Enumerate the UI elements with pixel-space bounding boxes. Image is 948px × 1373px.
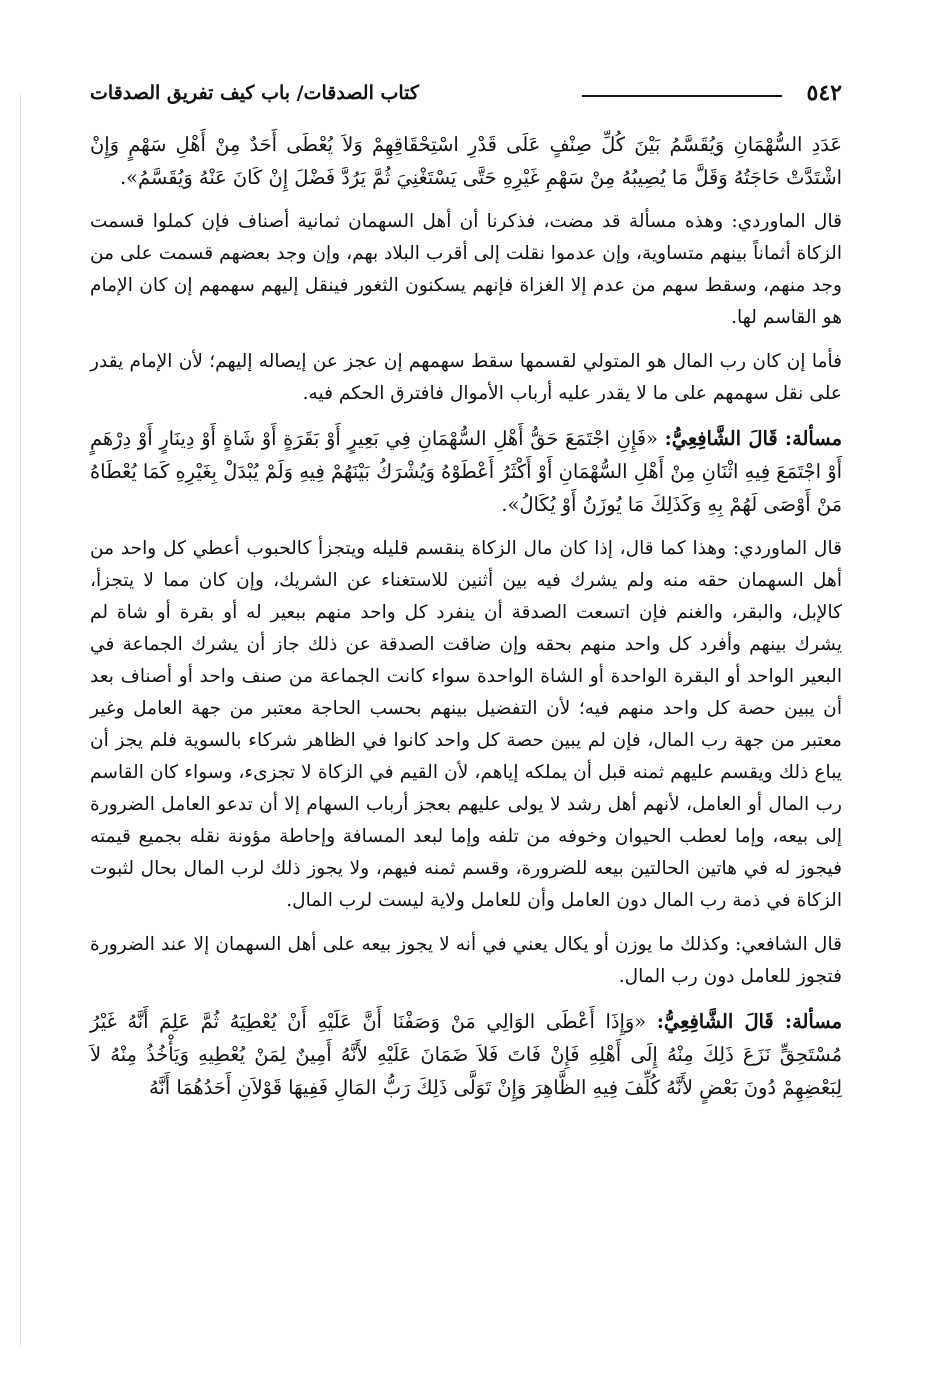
paragraph-text: قال الماوردي: وهذا كما قال، إذا كان مال الزكاة ينقسم قليله ويتجزأ كالحبوب أعطي كل واحد من أهل السهمان حقه منه ولم يشرك فيه بين أثنين للاستغناء عن الشريك، وإن كان مما لا يتجزأ، كالإبل، والبقر، والغنم فإن اتسعت الصدقة أن ينفرد كل واحد منهم ببعير له أو بقرة أو شاة لم يشرك بينهم وأفرد كل واحد منهم بحقه وإن ضاقت الصدقة عن ذلك جاز أن يشرك الجماعة في البعير الواحد أو البقرة الواحدة أو الشاة الواحدة سواء كانت الجماعة من صنف واحد أو أصناف بعد أن يبين حصة كل واحد منهم فيه؛ لأن التفضيل بينهم بحسب الحاجة معتبر من جهة العامل وغير معتبر من جهة رب المال، فإن لم يبين حصة كل واحد كانوا في الظاهر شركاء بالسوية فلم يجز أن يباع ذلك ويقسم عليهم ثمنه قبل أن يملكه إياهم، لأن القيم في الزكاة لا تجزىء، وسواء كان القاسم رب المال أو العامل، لأنهم أهل رشد لا يولى عليهم بعجز أرباب السهام إلا أن تدعو العامل الضرورة إلى بيعه، وإما لعطب الحيوان وخوفه من تلفه وإما لبعد المسافة وإحاطة مؤونة نقله بجميع قيمته فيجوز له في هاتين الحالتين بيعه للضرورة، وقسم ثمنه فيهم، ولا يجوز ذلك لرب المال بحال لثبوت الزكاة في ذمة رب المال دون العامل وأن للعامل ولاية ليست لرب المال.	[90, 538, 842, 911]
paragraph	[90, 346, 842, 410]
page-body	[90, 128, 842, 1116]
quote-text: «فَإِنِ اجْتَمَعَ حَقُّ أَهْلِ السُّهْمَانِ فِي بَعِيرٍ أَوْ بَقَرَةٍ أَوْ شَاةٍ أَوْ دِينَارٍ أَوْ دِرْهَمٍ أَوْ اجْتَمَعَ فِيهِ اثْنَانِ مِنْ أَهْلِ السُّهْمَانِ أَوْ أَكْثَرُ أَعْطَوْهُ وَيُشْرَكُ بَيْنَهُمْ فِيهِ وَلَمْ يُبْدَلْ بِغَيْرِهِ كَمَا يُعْطَاهُ مَنْ أَوْصَى لَهُمْ بِهِ وَكَذَلِكَ مَا يُوزَنُ أَوْ يُكَالُ».	[90, 427, 842, 516]
margin-rule	[20, 95, 21, 1345]
paragraph	[90, 929, 842, 993]
header-rule	[582, 95, 782, 97]
issue-quote	[90, 1005, 842, 1104]
paragraph	[90, 533, 842, 917]
quote-text: عَدَدِ السُّهْمَانِ وَيُقَسَّمُ بَيْنَ كُلِّ صِنْفٍ عَلَى قَدْرِ اسْتِحْقَاقِهِمْ وَلاَ يُعْطَى أَحَدٌ مِنْ أَهْلِ سَهْمٍ وَإِنْ اشْتَدَّتْ حَاجَتُهُ وَقَلَّ مَا يُصِيبُهُ مِنْ سَهْمِ غَيْرِهِ حَتَّى يَسْتَغْنِيَ ثُمَّ يَرُدَّ فَضْلَ إِنْ كَانَ عَنْهُ وَيُقَسَّمُ».	[90, 133, 842, 189]
quote-text: «وَإِذَا أَعْطَى الوَالِي مَنْ وَصَفْنَا أَنَّ عَلَيْهِ أَنْ يُعْطِيَهُ ثُمَّ عَلِمَ أَنَّهُ غَيْرُ مُسْتَحِقٍّ نَزَعَ ذَلِكَ مِنْهُ إِلَى أَهْلِهِ فَإِنْ فَاتَ فَلاَ ضَمَانَ عَلَيْهِ لأَنَّهُ أَمِينٌ لِمَنْ يُعْطِيهِ وَيَأْخُذُ مِنْهُ لاَ لِبَعْضِهِمْ دُونَ بَعْضٍ لأَنَّهُ كُلِّفَ فِيهِ الظَّاهِرَ وَإِنْ تَوَلَّى ذَلِكَ رَبُّ المَالِ فَفِيهَا قَوْلاَنِ أَحَدُهُمَا أَنَّهُ	[90, 1010, 842, 1099]
page-header	[90, 80, 842, 108]
issue-label: مسألة: قَالَ الشَّافِعِيُّ:	[664, 427, 842, 450]
page-number: ٥٤٢	[806, 80, 842, 106]
issue-label: مسألة: قَالَ الشَّافِعِيُّ:	[656, 1010, 842, 1033]
paragraph-text: قال الشافعي: وكذلك ما يوزن أو يكال يعني في أنه لا يجوز بيعه على أهل السهمان إلا عند الضرورة فتجوز للعامل دون رب المال.	[90, 934, 842, 987]
paragraph	[90, 206, 842, 334]
paragraph-text: قال الماوردي: وهذه مسألة قد مضت، فذكرنا أن أهل السهمان ثمانية أصناف فإن كملوا قسمت الزكاة أثماناً بينهم متساوية، وإن عدموا نقلت إلى أقرب البلاد بهم، وإن وجد بعضهم قسمت على من وجد منهم، وسقط سهم من عدم إلا الغزاة فإنهم يسكنون الثغور فينقل إليهم سهمهم إن كان الإمام هو القاسم لها.	[90, 211, 842, 328]
quote-continuation	[90, 128, 842, 194]
paragraph-text: فأما إن كان رب المال هو المتولي لقسمها سقط سهمهم إن عجز عن إيصاله إليهم؛ لأن الإمام يقدر على نقل سهمهم على ما لا يقدر عليه أرباب الأموال فافترق الحكم فيه.	[90, 351, 842, 404]
running-title: كتاب الصدقات/ باب كيف تفريق الصدقات	[90, 82, 419, 104]
issue-quote	[90, 422, 842, 521]
